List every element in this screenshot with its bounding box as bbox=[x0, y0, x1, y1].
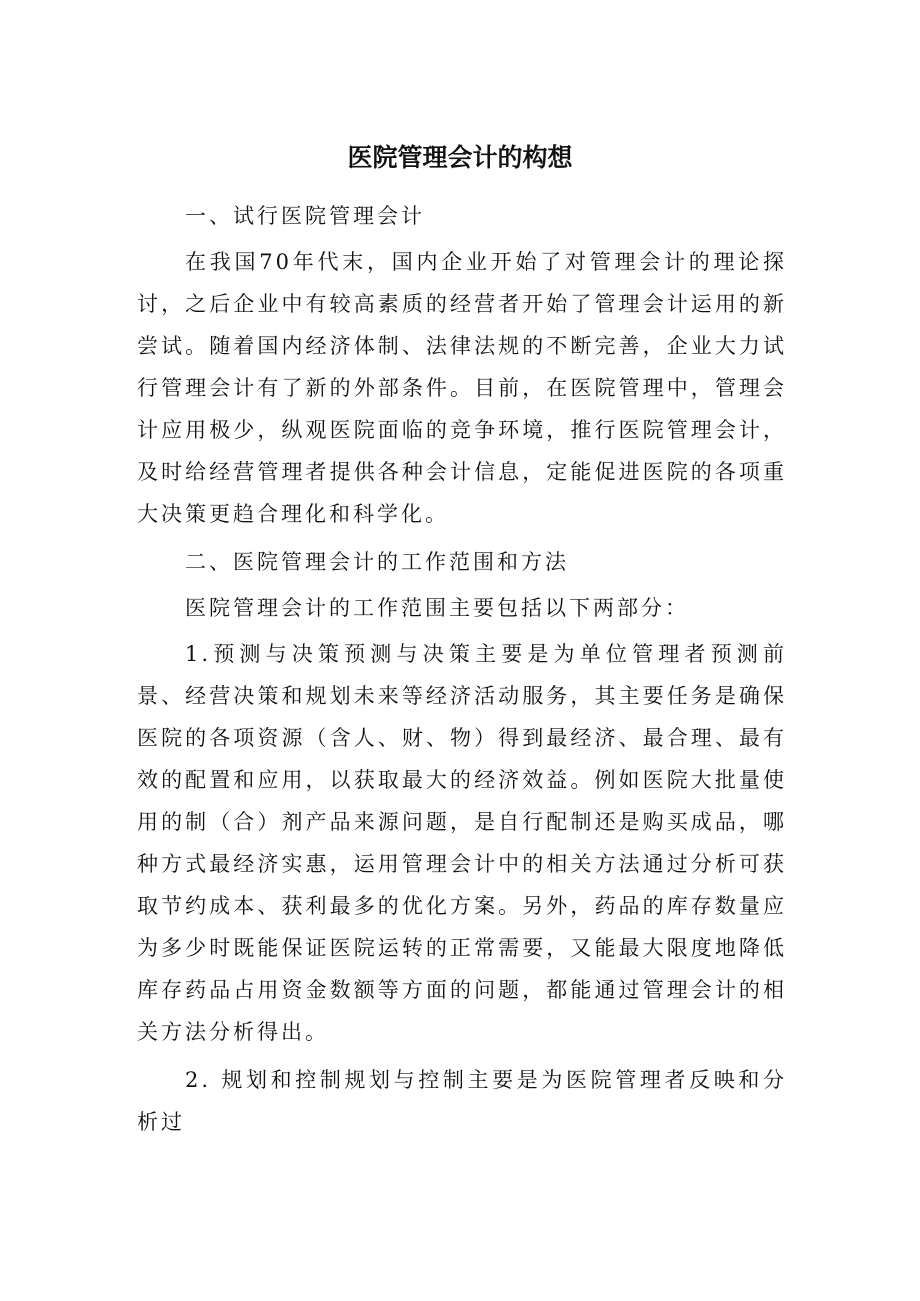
paragraph-forecast-decision: 1.预测与决策预测与决策主要是为单位管理者预测前景、经营决策和规划未来等经济活动服务，其主要任务是确保医院的各项资源（含人、财、物）得到最经济、最合理、最有效的配置和应用，以获取最大的经济效益。例如医院大批量使用的制（合）剂产品来源问题，是自行配制还是购买成品，哪种方式最经济实惠，运用管理会计中的相关方法通过分析可获取节约成本、获利最多的优化方案。另外，药品的库存数量应为多少时既能保证医院运转的正常需要，又能最大限度地降低库存药品占用资金数额等方面的问题，都能通过管理会计的相关方法分析得出。 bbox=[137, 642, 787, 1044]
paragraph-intro: 在我国70年代末，国内企业开始了对管理会计的理论探讨，之后企业中有较高素质的经营者开始了管理会计运用的新尝试。随着国内经济体制、法律法规的不断完善，企业大力试行管理会计有了新的外部条件。目前，在医院管理中，管理会计应用极少，纵观医院面临的竞争环境，推行医院管理会计，及时给经营管理者提供各种会计信息，定能促进医院的各项重大决策更趋合理化和科学化。 bbox=[137, 250, 787, 526]
section-heading-2: 二、医院管理会计的工作范围和方法 bbox=[185, 550, 569, 574]
paragraph-scope-lead: 医院管理会计的工作范围主要包括以下两部分： bbox=[185, 596, 689, 620]
document-title: 医院管理会计的构想 bbox=[347, 143, 573, 172]
document-body bbox=[137, 195, 787, 1149]
paragraph-planning-control: 2. 规划和控制规划与控制主要是为医院管理者反映和分析过 bbox=[137, 1068, 787, 1134]
section-heading-1: 一、试行医院管理会计 bbox=[185, 204, 425, 228]
